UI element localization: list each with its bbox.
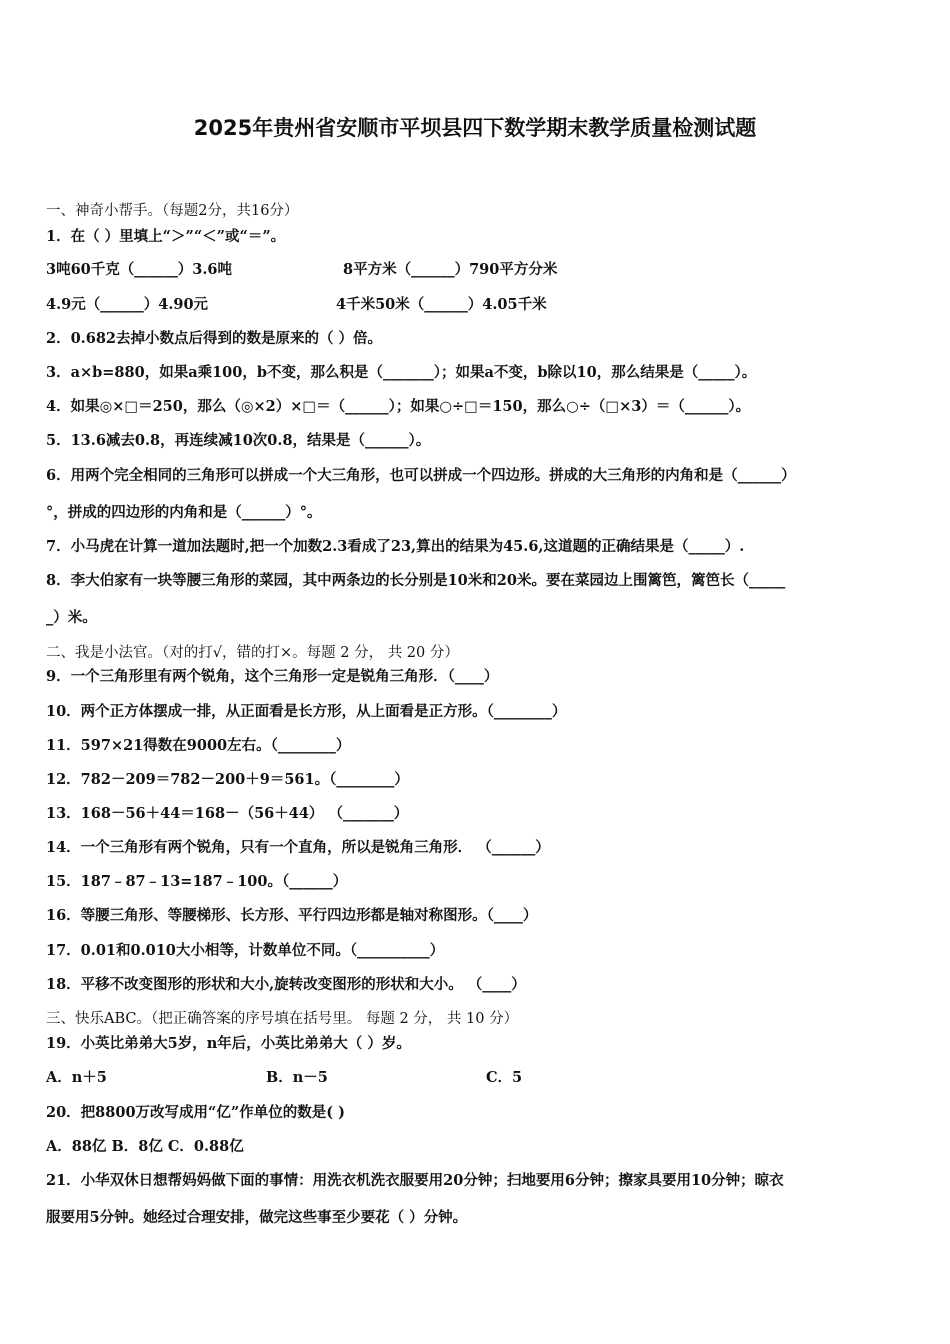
question-16: 16．等腰三角形、等腰梯形、长方形、平行四边形都是轴对称图形。（____）: [46, 907, 538, 924]
question-7: 7．小马虎在计算一道加法题时,把一个加数2.3看成了23,算出的结果为45.6,这道题的正确结果是（_____）.: [46, 538, 745, 555]
question-20-stem: 20．把8800万改写成用“亿”作单位的数是( ): [46, 1104, 345, 1121]
question-13: 13．168－56＋44＝168－（56＋44） （_______）: [46, 805, 409, 822]
question-19-option-c: C．5: [486, 1069, 523, 1086]
question-21-line-1: 21．小华双休日想帮妈妈做下面的事情：用洗衣机洗衣服要用20分钟；扫地要用6分钟；擦家具要用10分钟；晾衣: [46, 1172, 784, 1189]
question-3: 3．a×b=880，如果a乘100，b不变，那么积是（_______）；如果a不变，b除以10，那么结果是（_____）。: [46, 364, 757, 381]
page-title: 2025年贵州省安顺市平坝县四下数学期末教学质量检测试题: [193, 116, 757, 140]
question-20-options: A．88亿 B．8亿 C．0.88亿: [46, 1138, 244, 1155]
question-5: 5．13.6减去0.8，再连续减10次0.8，结果是（______）。: [46, 432, 431, 449]
question-9: 9．一个三角形里有两个锐角，这个三角形一定是锐角三角形．（____）: [46, 668, 499, 685]
question-1-row-2: [46, 295, 547, 315]
question-6-line-1: 6．用两个完全相同的三角形可以拼成一个大三角形，也可以拼成一个四边形。拼成的大三角形的内角和是（______）: [46, 467, 796, 484]
question-1-row-1: [46, 260, 558, 280]
question-12: 12．782－209＝782－200＋9＝561。（________）: [46, 771, 409, 788]
question-14: 14．一个三角形有两个锐角，只有一个直角，所以是锐角三角形． （______）: [46, 839, 550, 856]
question-6-line-2: °，拼成的四边形的内角和是（______）°。: [46, 504, 322, 521]
question-18: 18．平移不改变图形的形状和大小,旋转改变图形的形状和大小。 （____）: [46, 976, 526, 993]
question-4: 4．如果◎×□＝250，那么（◎×2）×□＝（______）；如果○÷□＝150，那么○÷（□×3）＝（______）。: [46, 398, 751, 415]
section3-header: 三、快乐ABC。（把正确答案的序号填在括号里。 每题 2 分， 共 10 分）: [46, 1011, 519, 1027]
question-1-stem: 1．在（ ）里填上“＞”“＜”或“＝”。: [46, 228, 286, 245]
section2-header: 二、我是小法官。（对的打√，错的打×。每题 2 分， 共 20 分）: [46, 645, 459, 661]
question-8-line-1: 8．李大伯家有一块等腰三角形的菜园，其中两条边的长分别是10米和20米。要在菜园边上围篱笆，篱笆长（_____: [46, 572, 786, 589]
question-15: 15．187﹣87﹣13=187﹣100。（______）: [46, 873, 348, 890]
question-19-option-a: A．n＋5: [46, 1069, 107, 1086]
question-11: 11．597×21得数在9000左右。（________）: [46, 737, 351, 754]
question-19-option-b: B．n－5: [266, 1069, 328, 1086]
question-1-item-c: 4.9元（______）4.90元: [46, 296, 209, 313]
question-21-line-2: 服要用5分钟。她经过合理安排，做完这些事至少要花（ ）分钟。: [46, 1209, 468, 1226]
section1-header: 一、神奇小帮手。（每题2分，共16分）: [46, 203, 299, 219]
question-1-item-d: 4千米50米（______）4.05千米: [336, 296, 547, 313]
question-8-line-2: _）米。: [46, 609, 97, 626]
question-1-item-b: 8平方米（______）790平方分米: [343, 261, 558, 278]
question-19-stem: 19．小英比弟弟大5岁，n年后，小英比弟弟大（ ）岁。: [46, 1035, 411, 1052]
question-10: 10．两个正方体摆成一排，从正面看是长方形，从上面看是正方形。（________）: [46, 703, 567, 720]
question-17: 17．0.01和0.010大小相等，计数单位不同。（__________）: [46, 942, 445, 959]
question-2: 2．0.682去掉小数点后得到的数是原来的（ ）倍。: [46, 330, 383, 347]
question-1-item-a: 3吨60千克（______）3.6吨: [46, 261, 232, 278]
question-19-options: [46, 1068, 523, 1088]
